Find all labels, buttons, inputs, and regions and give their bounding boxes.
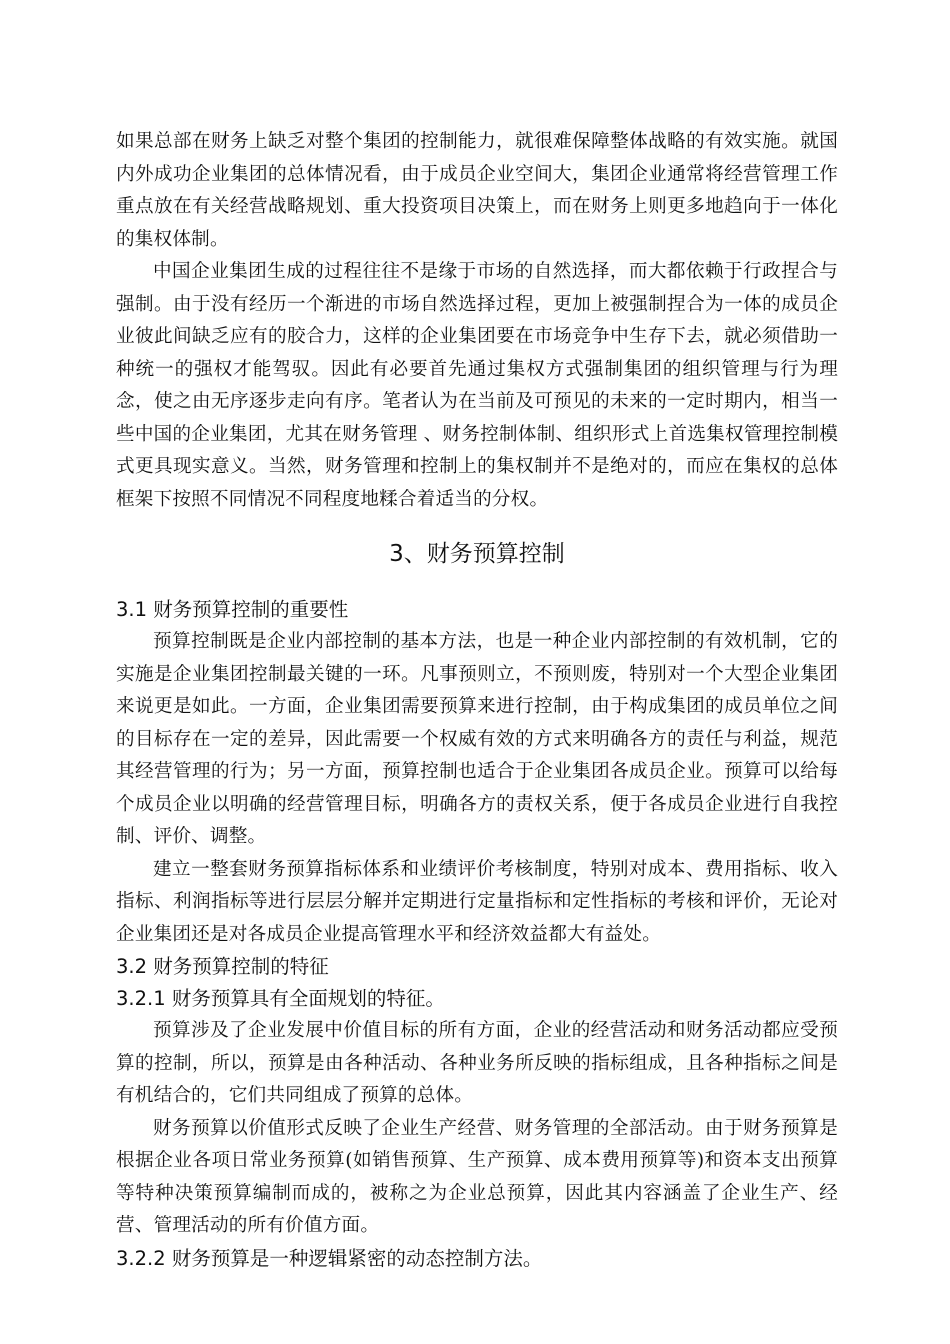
- section-heading-3-2-2: 3.2.2 财务预算是一种逻辑紧密的动态控制方法。: [116, 1246, 543, 1270]
- document-page: [116, 126, 838, 1275]
- chapter-title: 3、财务预算控制: [389, 541, 565, 567]
- paragraph-centralization-intro: 如果总部在财务上缺乏对整个集团的控制能力，就很难保障整体战略的有效实施。就国内外成功企业集团的总体情况看，由于成员企业空间大，集团企业通常将经营管理工作重点放在有关经营战略规划、重大投资项目决策上，而在财务上则更多地趋向于一体化的集权体制。: [116, 131, 838, 250]
- paragraph-budget-indicator-system: 建立一整套财务预算指标体系和业绩评价考核制度，特别对成本、费用指标、收入指标、利润指标等进行层层分解并定期进行定量指标和定性指标的考核和评价，无论对企业集团还是对各成员企业提高管理水平和经济效益都大有益处。: [116, 858, 838, 945]
- paragraph-chinese-enterprise-groups: 中国企业集团生成的过程往往不是缘于市场的自然选择，而大都依赖于行政捏合与强制。由于没有经历一个渐进的市场自然选择过程，更加上被强制捏合为一体的成员企业彼此间缺乏应有的胶合力，这样的企业集团要在市场竞争中生存下去，就必须借助一种统一的强权才能驾驭。因此有必要首先通过集权方式强制集团的组织管理与行为理念，使之由无序逐步走向有序。笔者认为在当前及可预见的未来的一定时期内，相当一些中国的企业集团，尤其在财务管理 、财务控制体制、组织形式上首选集权管理控制模式更具现实意义。当然，财务管理和控制上的集权制并不是绝对的，而应在集权的总体框架下按照不同情况不同程度地糅合着适当的分权。: [116, 261, 838, 510]
- section-heading-3-2-1: 3.2.1 财务预算具有全面规划的特征。: [116, 987, 445, 1010]
- section-heading-3-1: 3.1 财务预算控制的重要性: [116, 598, 349, 621]
- paragraph-budget-scope: 预算涉及了企业发展中价值目标的所有方面，企业的经营活动和财务活动都应受预算的控制，所以，预算是由各种活动、各种业务所反映的指标组成，且各种指标之间是有机结合的，它们共同组成了预算的总体。: [116, 1020, 838, 1106]
- paragraph-budget-control-importance: 预算控制既是企业内部控制的基本方法，也是一种企业内部控制的有效机制，它的实施是企业集团控制最关键的一环。凡事预则立，不预则废，特别对一个大型企业集团来说更是如此。一方面，企业集团需要预算来进行控制，由于构成集团的成员单位之间的目标存在一定的差异，因此需要一个权威有效的方式来明确各方的责任与利益，规范其经营管理的行为；另一方面，预算控制也适合于企业集团各成员企业。预算可以给每个成员企业以明确的经营管理目标，明确各方的责权关系，便于各成员企业进行自我控制、评价、调整。: [116, 631, 838, 847]
- paragraph-budget-value-form: 财务预算以价值形式反映了企业生产经营、财务管理的全部活动。由于财务预算是根据企业各项日常业务预算(如销售预算、生产预算、成本费用预算等)和资本支出预算等特种决策预算编制而成的，被称之为企业总预算，因此其内容涵盖了企业生产、经营、管理活动的所有价值方面。: [116, 1117, 838, 1236]
- section-heading-3-2: 3.2 财务预算控制的特征: [116, 955, 329, 978]
